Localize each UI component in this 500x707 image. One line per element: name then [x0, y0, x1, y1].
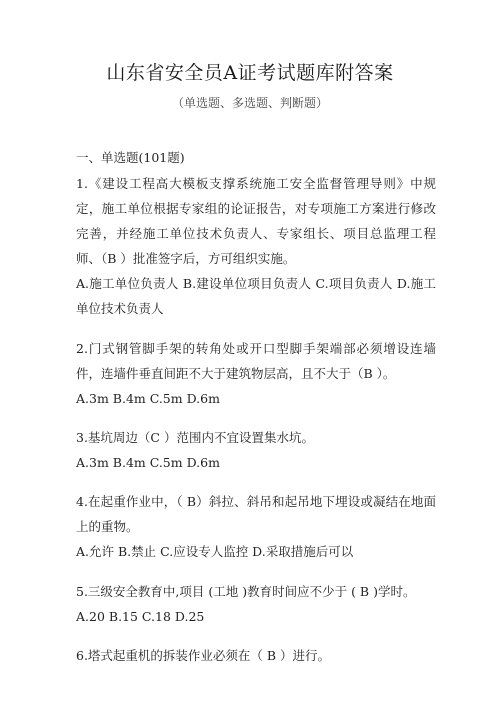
question-item — [76, 489, 436, 564]
question-item — [76, 171, 436, 321]
question-text: 5.三级安全教育中,项目 (工地 )教育时间应不少于 ( B )学时。 — [76, 584, 416, 599]
question-options: A.允许 B.禁止 C.应设专人监控 D.采取措施后可以 — [76, 544, 354, 559]
document-subtitle: （单选题、多选题、判断题） — [171, 96, 328, 110]
question-text: 4.在起重作业中，（ B）斜拉、斜吊和起吊地下埋设或凝结在地面上的重物。 — [76, 494, 436, 534]
question-item — [76, 579, 436, 629]
section-heading: 一、单选题(101题) — [76, 150, 185, 165]
question-text: 2.门式钢管脚手架的转角处或开口型脚手架端部必须增设连墙件，连墙件垂直间距不大于建筑物层高，且不大于（B ）。 — [76, 341, 436, 381]
question-list — [76, 171, 436, 668]
question-options: A.施工单位负责人 B.建设单位项目负责人 C.项目负责人 D.施工单位技术负责人 — [76, 276, 436, 316]
question-item — [76, 643, 436, 668]
question-text: 6.塔式起重机的拆装作业必须在（ B ）进行。 — [76, 648, 331, 663]
document-title: 山东省安全员A证考试题库附答案 — [106, 62, 394, 84]
question-text: 1.《建设工程高大模板支撑系统施工安全监督管理导则》中规定，施工单位根据专家组的论证报告，对专项施工方案进行修改完善，并经施工单位技术负责人、专家组长、项目总监理工程师、（B ）批准签字后，方可组织实施。 — [76, 176, 436, 266]
question-item — [76, 336, 436, 411]
question-options: A.20 B.15 C.18 D.25 — [76, 609, 205, 624]
question-item — [76, 425, 436, 475]
question-options: A.3m B.4m C.5m D.6m — [76, 391, 220, 406]
question-options: A.3m B.4m C.5m D.6m — [76, 455, 220, 470]
question-text: 3.基坑周边（C ）范围内不宜设置集水坑。 — [76, 430, 314, 445]
